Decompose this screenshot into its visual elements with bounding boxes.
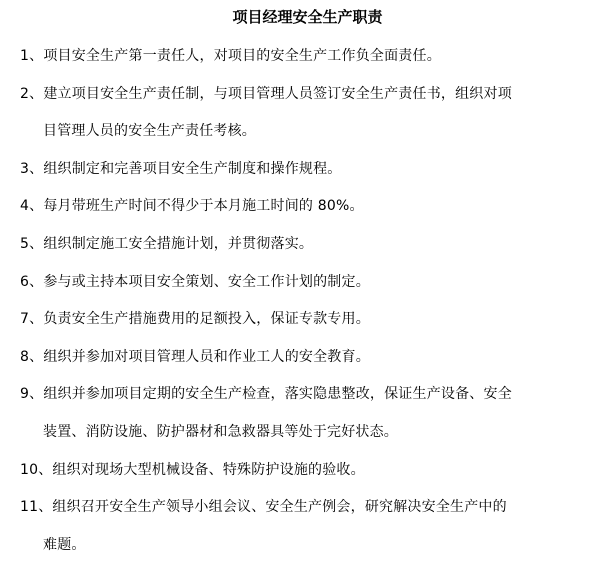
list-item bbox=[20, 76, 610, 114]
item-number: 3、 bbox=[20, 160, 44, 177]
list-item bbox=[20, 376, 610, 414]
list-item-continuation bbox=[20, 113, 610, 151]
item-number: 11、 bbox=[20, 499, 53, 516]
item-text: 建立项目安全生产责任制，与项目管理人员签订安全生产责任书，组织对项 bbox=[43, 85, 512, 102]
item-text: 装置、消防设施、防护器材和急救器具等处于完好状态。 bbox=[43, 423, 398, 440]
item-number: 6、 bbox=[20, 273, 44, 290]
list-item bbox=[20, 339, 610, 377]
item-number: 7、 bbox=[20, 311, 44, 328]
item-number: 8、 bbox=[20, 348, 44, 365]
item-number: 2、 bbox=[20, 85, 44, 102]
item-text: 负责安全生产措施费用的足额投入，保证专款专用。 bbox=[43, 311, 370, 328]
list-item bbox=[20, 188, 610, 226]
item-text: 组织召开安全生产领导小组会议、安全生产例会，研究解决安全生产中的 bbox=[52, 499, 507, 516]
list-item bbox=[20, 151, 610, 189]
item-number: 4、 bbox=[20, 198, 44, 215]
item-number: 5、 bbox=[20, 235, 44, 252]
item-number: 10、 bbox=[20, 461, 53, 478]
item-number: 9、 bbox=[20, 386, 44, 403]
item-text: 组织并参加项目定期的安全生产检查，落实隐患整改，保证生产设备、安全 bbox=[43, 386, 512, 403]
list-item bbox=[20, 38, 610, 76]
item-number: 1、 bbox=[20, 48, 44, 64]
item-text: 组织并参加对项目管理人员和作业工人的安全教育。 bbox=[43, 348, 370, 365]
list-item-continuation bbox=[20, 527, 610, 564]
list-item bbox=[20, 226, 610, 264]
item-text: 每月带班生产时间不得少于本月施工时间的 80%。 bbox=[43, 198, 364, 215]
item-text: 目管理人员的安全生产责任考核。 bbox=[43, 123, 256, 140]
item-text: 难题。 bbox=[43, 536, 86, 553]
document-title: 项目经理安全生产职责 bbox=[232, 8, 383, 26]
list-item bbox=[20, 452, 610, 490]
list-item-continuation bbox=[20, 414, 610, 452]
item-text: 参与或主持本项目安全策划、安全工作计划的制定。 bbox=[43, 273, 370, 290]
responsibility-list bbox=[20, 38, 610, 564]
list-item bbox=[20, 301, 610, 339]
list-item bbox=[20, 264, 610, 302]
item-text: 组织制定和完善项目安全生产制度和操作规程。 bbox=[43, 160, 342, 177]
item-text: 组织制定施工安全措施计划，并贯彻落实。 bbox=[43, 235, 314, 252]
item-text: 项目安全生产第一责任人，对项目的安全生产工作负全面责任。 bbox=[43, 48, 441, 64]
item-text: 组织对现场大型机械设备、特殊防护设施的验收。 bbox=[52, 461, 365, 478]
list-item bbox=[20, 489, 610, 527]
